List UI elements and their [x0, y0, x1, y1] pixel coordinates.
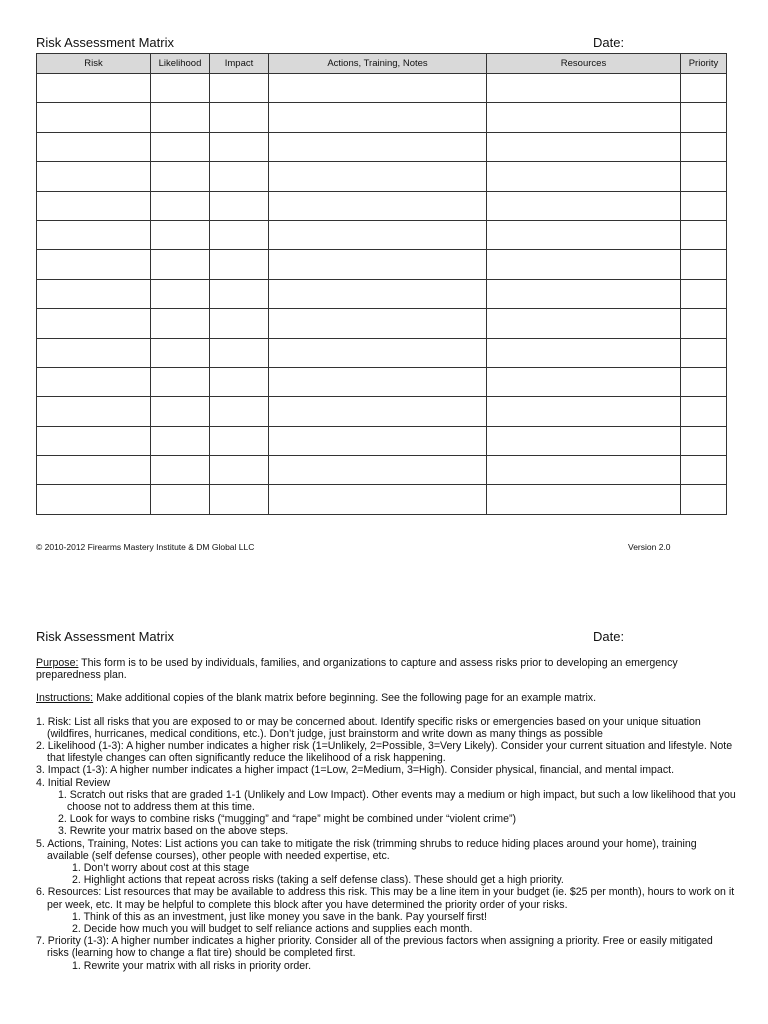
cell-impact[interactable]	[210, 309, 269, 338]
table-row	[37, 367, 727, 396]
instruction-step-text: 7. Priority (1-3): A higher number indicates a higher priority. Consider all of the previous factors when assigning a priority. Free or easily mitigated risks (learning how to change a flat tire) should be completed first.	[36, 935, 713, 960]
cell-priority[interactable]	[681, 132, 727, 161]
column-header-priority: Priority	[681, 54, 727, 74]
cell-actions[interactable]	[269, 250, 487, 279]
cell-impact[interactable]	[210, 220, 269, 249]
cell-actions[interactable]	[269, 220, 487, 249]
cell-resources[interactable]	[487, 191, 681, 220]
cell-likelihood[interactable]	[151, 338, 210, 367]
table-row	[37, 426, 727, 455]
cell-risk[interactable]	[37, 279, 151, 308]
cell-actions[interactable]	[269, 456, 487, 485]
cell-risk[interactable]	[37, 309, 151, 338]
steps-list	[36, 716, 736, 972]
cell-risk[interactable]	[37, 367, 151, 396]
cell-impact[interactable]	[210, 191, 269, 220]
table-row	[37, 279, 727, 308]
cell-priority[interactable]	[681, 162, 727, 191]
table-row	[37, 485, 727, 514]
instruction-substep: 2. Decide how much you will budget to self reliance actions and supplies each month.	[72, 923, 473, 936]
cell-resources[interactable]	[487, 103, 681, 132]
cell-likelihood[interactable]	[151, 220, 210, 249]
cell-priority[interactable]	[681, 74, 727, 103]
cell-resources[interactable]	[487, 250, 681, 279]
version-text: Version 2.0	[628, 542, 671, 552]
table-row	[37, 456, 727, 485]
table-row	[37, 162, 727, 191]
cell-risk[interactable]	[37, 397, 151, 426]
instruction-step	[36, 777, 736, 838]
instruction-step	[36, 886, 736, 935]
instructions-label: Instructions:	[36, 692, 94, 705]
cell-likelihood[interactable]	[151, 426, 210, 455]
cell-risk[interactable]	[37, 426, 151, 455]
table-row	[37, 132, 727, 161]
cell-risk[interactable]	[37, 162, 151, 191]
purpose-paragraph	[36, 657, 736, 681]
column-header-likelihood: Likelihood	[151, 54, 210, 74]
instruction-substep: 2. Highlight actions that repeat across risks (taking a self defense class). These should get a high priority.	[72, 874, 564, 887]
instruction-step	[36, 838, 736, 887]
table-row	[37, 250, 727, 279]
cell-priority[interactable]	[681, 338, 727, 367]
cell-likelihood[interactable]	[151, 103, 210, 132]
cell-priority[interactable]	[681, 367, 727, 396]
cell-actions[interactable]	[269, 103, 487, 132]
column-header-resources: Resources	[487, 54, 681, 74]
cell-impact[interactable]	[210, 367, 269, 396]
cell-likelihood[interactable]	[151, 132, 210, 161]
instruction-substep: 2. Look for ways to combine risks (“mugging” and “rape” might be combined under “violent crime”)	[58, 813, 517, 826]
instruction-step-text: 6. Resources: List resources that may be available to address this risk. This may be a line item in your budget (ie. $25 per month), hours to work on it per week, etc. It may be helpful to complete this block after you have determined the priority order of your risks.	[36, 886, 735, 911]
cell-resources[interactable]	[487, 220, 681, 249]
table-row	[37, 309, 727, 338]
instruction-step-text: 1. Risk: List all risks that you are exposed to or may be concerned about. Identify specific risks or emergencies based on your unique situation (wildfires, hurricanes, medical conditions, etc.). Don’t judge, just brainstorm and write down as many things as possible	[36, 715, 701, 740]
cell-priority[interactable]	[681, 309, 727, 338]
table-row	[37, 74, 727, 103]
cell-resources[interactable]	[487, 397, 681, 426]
cell-resources[interactable]	[487, 426, 681, 455]
cell-likelihood[interactable]	[151, 485, 210, 514]
cell-impact[interactable]	[210, 162, 269, 191]
cell-impact[interactable]	[210, 250, 269, 279]
cell-impact[interactable]	[210, 74, 269, 103]
column-header-actions: Actions, Training, Notes	[269, 54, 487, 74]
cell-risk[interactable]	[37, 220, 151, 249]
cell-actions[interactable]	[269, 279, 487, 308]
cell-likelihood[interactable]	[151, 191, 210, 220]
instructions-text: Make additional copies of the blank matrix before beginning. See the following page for an example matrix.	[93, 692, 597, 705]
cell-likelihood[interactable]	[151, 279, 210, 308]
cell-likelihood[interactable]	[151, 309, 210, 338]
cell-actions[interactable]	[269, 309, 487, 338]
cell-likelihood[interactable]	[151, 162, 210, 191]
cell-actions[interactable]	[269, 397, 487, 426]
cell-priority[interactable]	[681, 426, 727, 455]
cell-risk[interactable]	[37, 132, 151, 161]
cell-impact[interactable]	[210, 456, 269, 485]
column-header-risk: Risk	[37, 54, 151, 74]
cell-likelihood[interactable]	[151, 397, 210, 426]
page-title: Risk Assessment Matrix	[36, 35, 174, 50]
instructions-section	[36, 657, 736, 972]
purpose-label: Purpose:	[36, 657, 79, 669]
instruction-substep: 3. Rewrite your matrix based on the above steps.	[58, 825, 289, 838]
cell-resources[interactable]	[487, 162, 681, 191]
cell-risk[interactable]	[37, 338, 151, 367]
table-header-row	[37, 54, 727, 74]
instruction-step	[36, 716, 736, 740]
cell-actions[interactable]	[269, 367, 487, 396]
cell-actions[interactable]	[269, 485, 487, 514]
instruction-step	[36, 740, 736, 764]
cell-likelihood[interactable]	[151, 74, 210, 103]
instruction-substep: 1. Don’t worry about cost at this stage	[72, 862, 250, 875]
cell-actions[interactable]	[269, 338, 487, 367]
page-header	[36, 35, 726, 50]
cell-impact[interactable]	[210, 103, 269, 132]
instruction-step-text: 3. Impact (1-3): A higher number indicates a higher impact (1=Low, 2=Medium, 3=High). Consider physical, financial, and mental impact.	[36, 764, 675, 777]
cell-priority[interactable]	[681, 456, 727, 485]
cell-priority[interactable]	[681, 397, 727, 426]
cell-impact[interactable]	[210, 397, 269, 426]
cell-actions[interactable]	[269, 162, 487, 191]
cell-resources[interactable]	[487, 74, 681, 103]
cell-resources[interactable]	[487, 279, 681, 308]
cell-actions[interactable]	[269, 74, 487, 103]
cell-priority[interactable]	[681, 485, 727, 514]
page-title: Risk Assessment Matrix	[36, 629, 174, 644]
cell-actions[interactable]	[269, 426, 487, 455]
cell-likelihood[interactable]	[151, 367, 210, 396]
table-row	[37, 338, 727, 367]
column-header-impact: Impact	[210, 54, 269, 74]
cell-impact[interactable]	[210, 426, 269, 455]
cell-risk[interactable]	[37, 250, 151, 279]
cell-impact[interactable]	[210, 279, 269, 308]
instruction-substeps	[47, 862, 736, 886]
table-row	[37, 191, 727, 220]
cell-risk[interactable]	[37, 191, 151, 220]
instruction-step-text: 5. Actions, Training, Notes: List actions you can take to mitigate the risk (trimming shrubs to reduce hiding places around your home), training available (self defense courses), other people with needed expertise, etc.	[36, 837, 697, 862]
cell-resources[interactable]	[487, 132, 681, 161]
instruction-step-text: 4. Initial Review	[36, 776, 111, 789]
cell-impact[interactable]	[210, 132, 269, 161]
instruction-step	[36, 764, 736, 776]
instructions-paragraph	[36, 692, 736, 704]
cell-resources[interactable]	[487, 456, 681, 485]
cell-actions[interactable]	[269, 132, 487, 161]
copyright-text: © 2010-2012 Firearms Mastery Institute & DM Global LLC	[36, 542, 255, 552]
cell-priority[interactable]	[681, 279, 727, 308]
instruction-substeps	[47, 911, 736, 935]
instruction-substep: 1. Rewrite your matrix with all risks in priority order.	[72, 959, 312, 972]
purpose-text: This form is to be used by individuals, families, and organizations to capture and assess risks prior to developing an emergency preparedness plan.	[36, 657, 678, 682]
cell-risk[interactable]	[37, 74, 151, 103]
cell-resources[interactable]	[487, 485, 681, 514]
instruction-step-text: 2. Likelihood (1-3): A higher number indicates a higher risk (1=Unlikely, 2=Possible, 3=Very Likely). Consider your current situation and lifestyle. Note that lifestyle changes can often significantly reduce the likelihood of a risk happening.	[36, 740, 733, 765]
cell-priority[interactable]	[681, 103, 727, 132]
cell-risk[interactable]	[37, 456, 151, 485]
cell-impact[interactable]	[210, 485, 269, 514]
instruction-substeps	[47, 789, 736, 838]
table-row	[37, 103, 727, 132]
date-label: Date:	[593, 35, 625, 50]
cell-impact[interactable]	[210, 338, 269, 367]
table-row	[37, 220, 727, 249]
cell-priority[interactable]	[681, 220, 727, 249]
page-header-2	[36, 629, 726, 644]
cell-priority[interactable]	[681, 250, 727, 279]
date-label: Date:	[593, 629, 625, 644]
cell-risk[interactable]	[37, 485, 151, 514]
cell-priority[interactable]	[681, 191, 727, 220]
cell-actions[interactable]	[269, 191, 487, 220]
cell-risk[interactable]	[37, 103, 151, 132]
instruction-substep: 1. Scratch out risks that are graded 1-1 (Unlikely and Low Impact). Other events may a medium or high impact, but such a low likelihood that you choose not to address them at this time.	[58, 788, 736, 814]
cell-resources[interactable]	[487, 338, 681, 367]
cell-resources[interactable]	[487, 367, 681, 396]
risk-matrix-table	[36, 53, 727, 515]
instruction-substeps	[47, 960, 736, 972]
instruction-step	[36, 935, 736, 972]
instruction-substep: 1. Think of this as an investment, just like money you save in the bank. Pay yourself first!	[72, 910, 487, 923]
cell-likelihood[interactable]	[151, 456, 210, 485]
table-row	[37, 397, 727, 426]
cell-likelihood[interactable]	[151, 250, 210, 279]
cell-resources[interactable]	[487, 309, 681, 338]
